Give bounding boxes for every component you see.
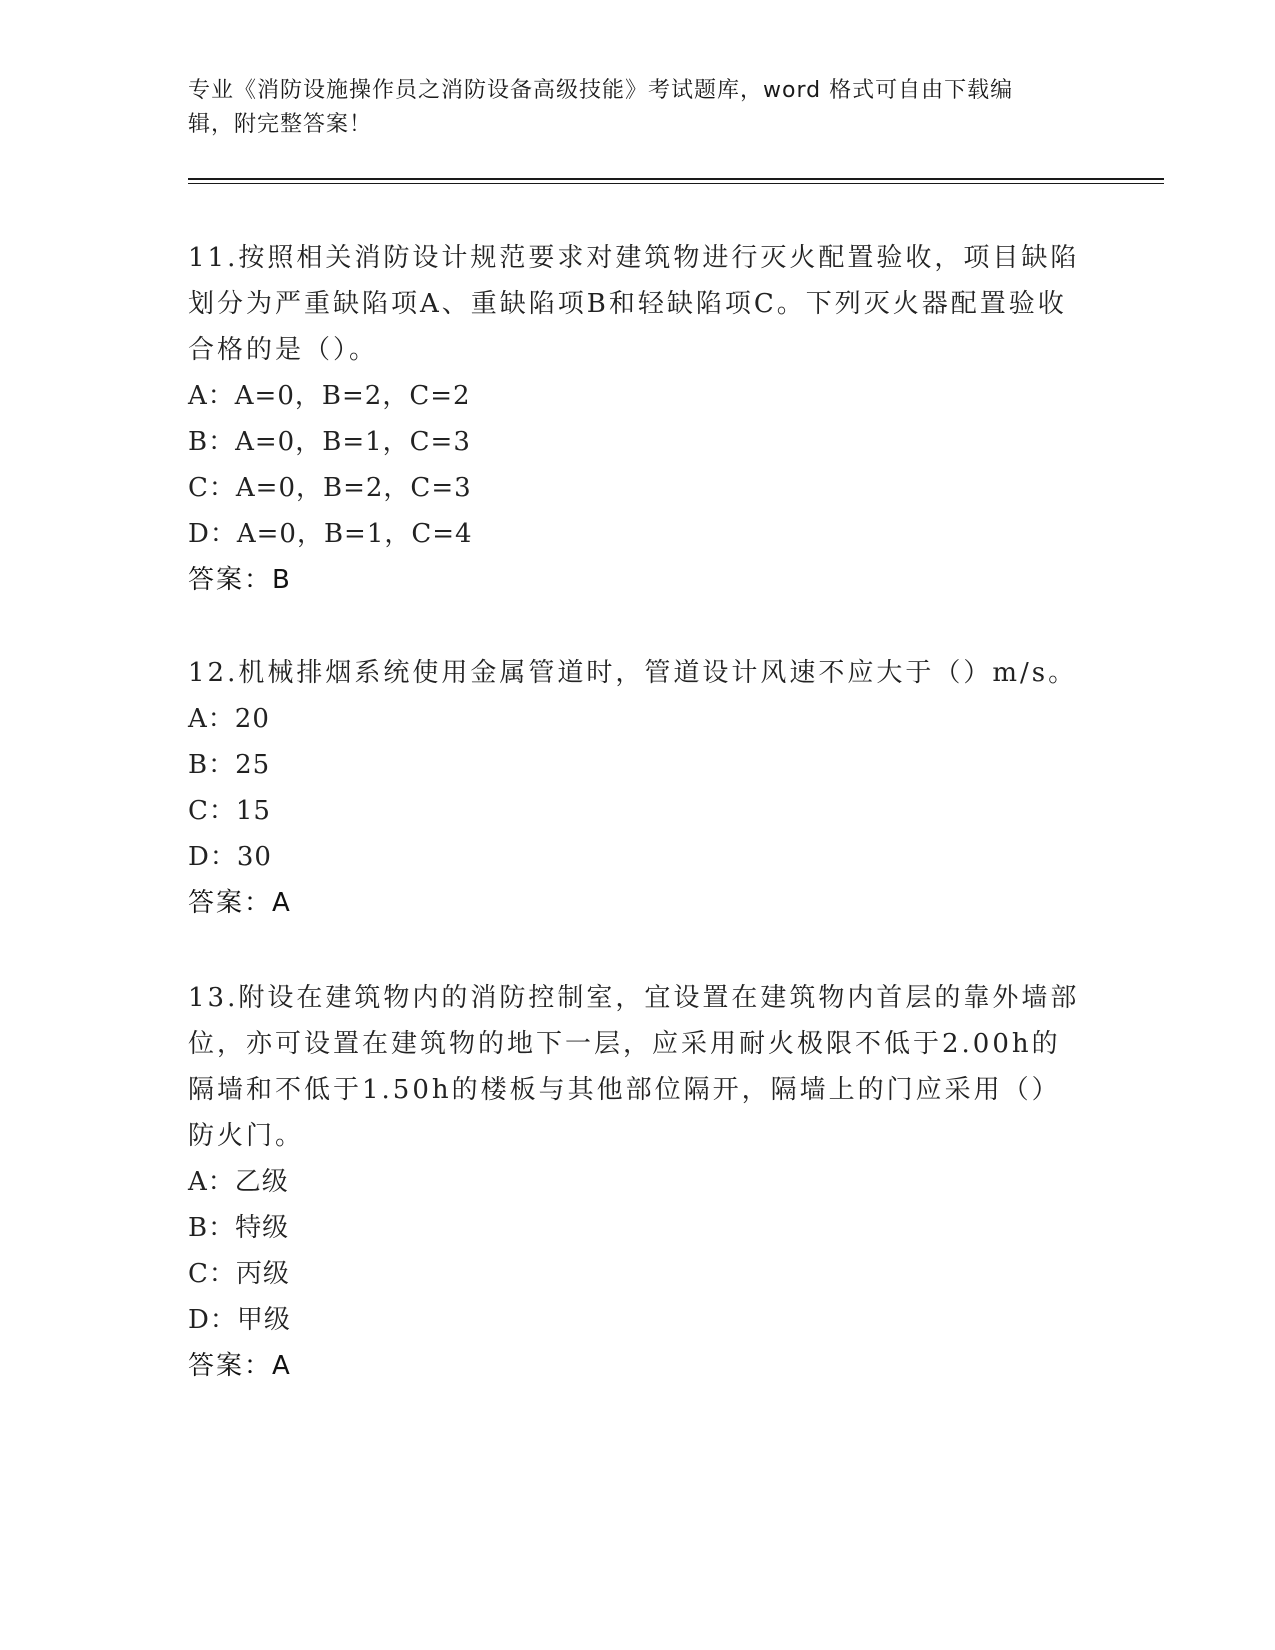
option-c: C：15 <box>188 796 271 826</box>
answer-line: 答案：A <box>188 1351 292 1381</box>
question-stem-line: 划分为严重缺陷项A、重缺陷项B和轻缺陷项C。下列灭火器配置验收 <box>188 289 1067 319</box>
question-stem-line: 12.机械排烟系统使用金属管道时，管道设计风速不应大于（）m/s。 <box>188 658 1078 688</box>
question-stem-line: 11.按照相关消防设计规范要求对建筑物进行灭火配置验收，项目缺陷 <box>188 243 1080 273</box>
option-d: D：A=0，B=1，C=4 <box>188 519 473 549</box>
question-stem-line: 隔墙和不低于1.50h的楼板与其他部位隔开，隔墙上的门应采用（） <box>188 1075 1061 1105</box>
option-c: C：丙级 <box>188 1259 290 1289</box>
question-13 <box>188 975 1088 1389</box>
header-divider-thick <box>188 178 1164 180</box>
option-d: D：30 <box>188 842 272 872</box>
option-c: C：A=0，B=2，C=3 <box>188 473 472 503</box>
option-a: A：A=0，B=2，C=2 <box>188 381 471 411</box>
header-divider-thin <box>188 183 1164 184</box>
option-b: B：25 <box>188 750 271 780</box>
question-12 <box>188 650 1088 926</box>
option-d: D：甲级 <box>188 1305 291 1335</box>
option-b: B：A=0，B=1，C=3 <box>188 427 471 457</box>
question-stem-line: 13.附设在建筑物内的消防控制室，宜设置在建筑物内首层的靠外墙部 <box>188 983 1080 1013</box>
answer-line: 答案：B <box>188 565 292 595</box>
header-line-2: 辑，附完整答案！ <box>188 112 373 137</box>
option-a: A：乙级 <box>188 1167 289 1197</box>
question-stem-line: 合格的是（）。 <box>188 335 379 365</box>
header-line-1: 专业《消防设施操作员之消防设备高级技能》考试题库，word 格式可自由下载编 <box>188 78 1014 103</box>
question-stem-line: 防火门。 <box>188 1121 305 1151</box>
option-a: A：20 <box>188 704 270 734</box>
question-11 <box>188 235 1088 603</box>
document-header <box>188 74 1088 142</box>
option-b: B：特级 <box>188 1213 290 1243</box>
question-stem-line: 位，亦可设置在建筑物的地下一层，应采用耐火极限不低于2.00h的 <box>188 1029 1061 1059</box>
answer-line: 答案：A <box>188 888 292 918</box>
